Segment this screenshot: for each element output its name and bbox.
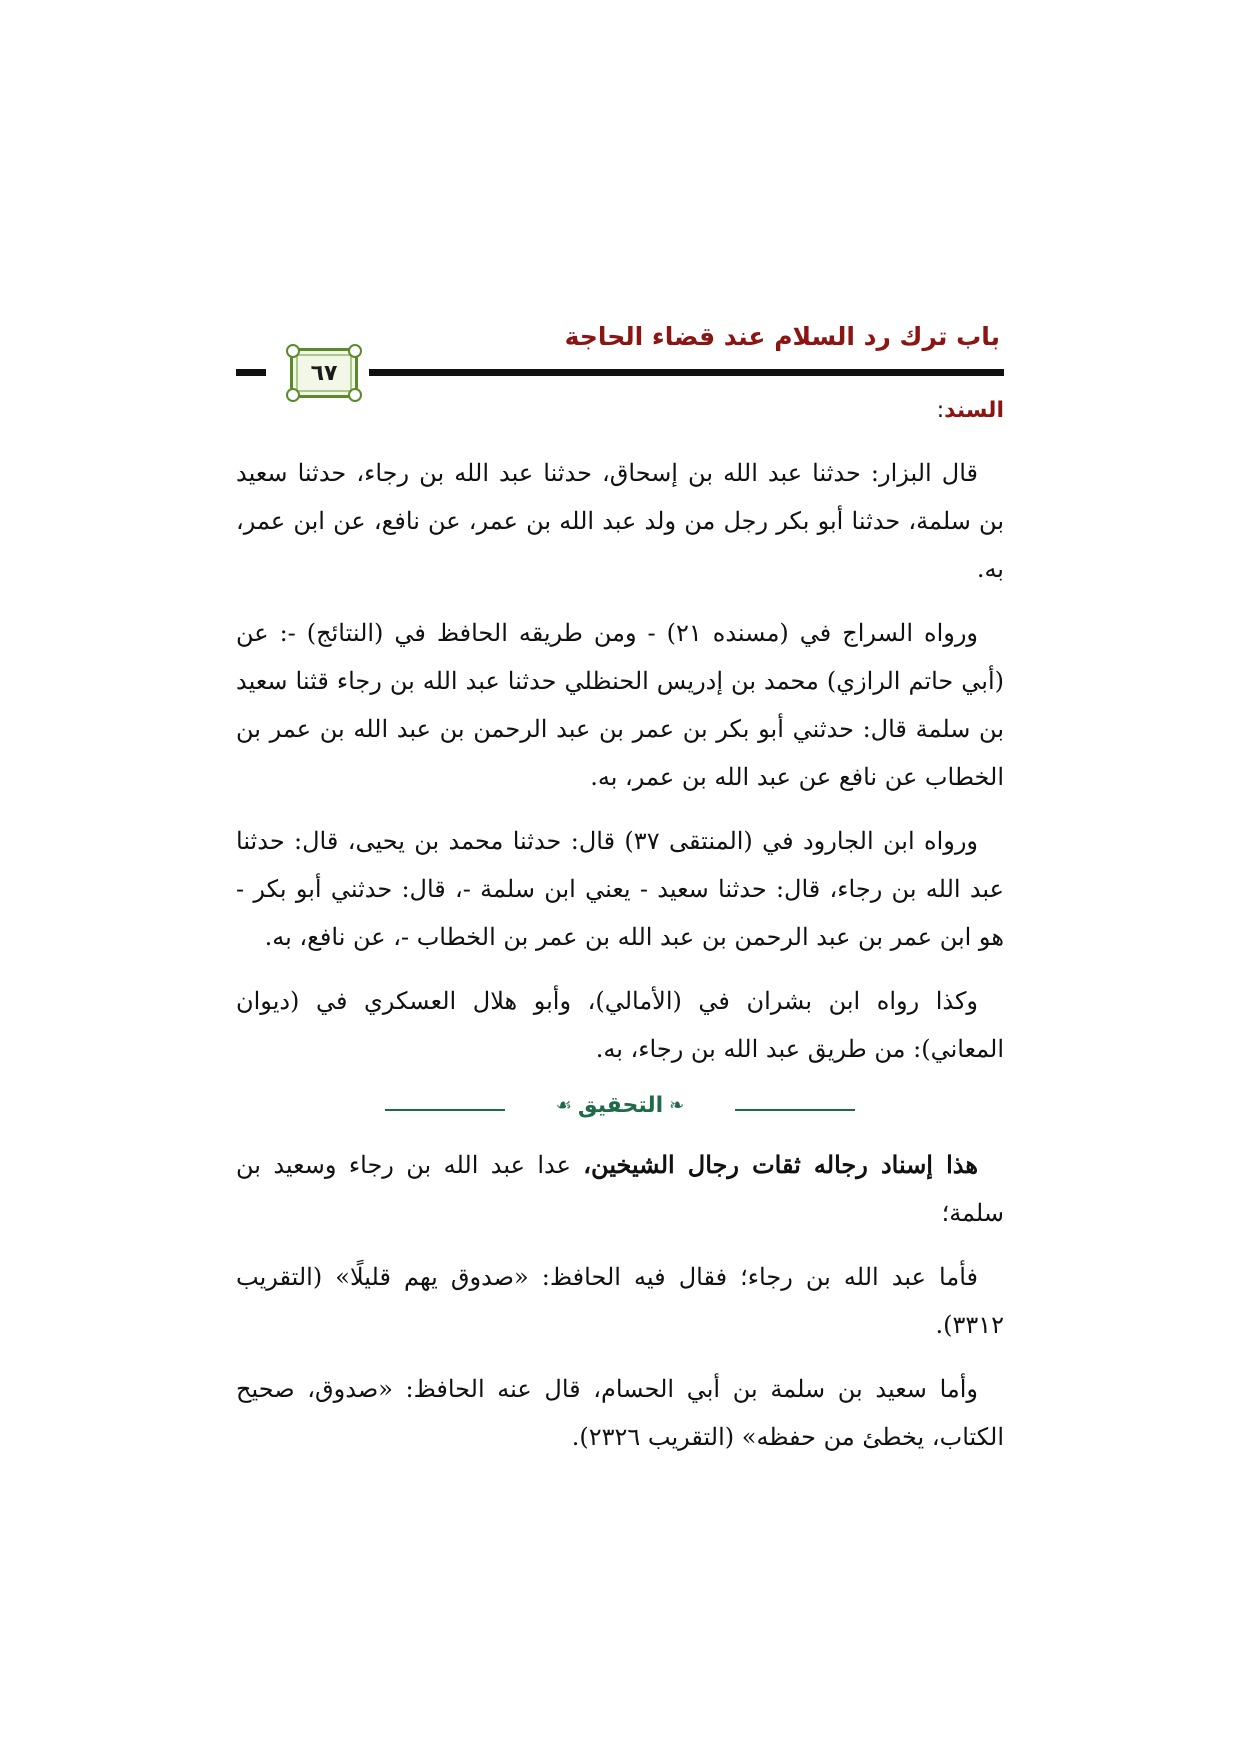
isnad-paragraph-2: ورواه السراج في (مسنده ٢١) - ومن طريقه الحافظ في (النتائج) -: عن (أبي حاتم الرازي) محمد بن إدريس الحنظلي حدثنا عبد الله بن رجاء قثنا سعيد بن سلمة قال: حدثني أبو بكر بن عمر بن عبد الرحمن بن عبد الله بن عمر بن الخطاب عن نافع عن عبد الله بن عمر، به. <box>236 619 1004 791</box>
tahqiq-lead-bold: هذا إسناد رجاله ثقات رجال الشيخين، <box>583 1150 979 1179</box>
header-rule-short <box>236 369 266 376</box>
divider-label: التحقيق <box>577 1092 664 1118</box>
page-number-badge <box>290 348 358 398</box>
page-header <box>236 300 1004 390</box>
header-rule <box>369 369 1004 376</box>
tahqiq-paragraph-3: وأما سعيد بن سلمة بن أبي الحسام، قال عنه الحافظ: «صدوق، صحيح الكتاب، يخطئ من حفظه» (التقريب ٢٣٢٦). <box>236 1375 1004 1451</box>
divider-line <box>735 1109 855 1111</box>
isnad-paragraph-3: ورواه ابن الجارود في (المنتقى ٣٧) قال: حدثنا محمد بن يحيى، قال: حدثنا عبد الله بن رجاء، قال: حدثنا سعيد - يعني ابن سلمة -، قال: حدثني أبو بكر - هو ابن عمر بن عبد الرحمن بن عبد الله بن عمر بن الخطاب -، عن نافع، به. <box>236 827 1004 951</box>
ornament-corner-icon <box>348 344 362 358</box>
chapter-title: باب ترك رد السلام عند قضاء الحاجة <box>564 322 1000 351</box>
book-page <box>236 300 1004 1461</box>
section-heading <box>236 398 1004 423</box>
tahqiq-paragraph-2: فأما عبد الله بن رجاء؛ فقال فيه الحافظ: «صدوق يهم قليلًا» (التقريب ٣٣١٢). <box>236 1263 1004 1339</box>
page-number: ٦٧ <box>310 360 338 386</box>
divider-line <box>385 1109 505 1111</box>
ornament-icon: ☙ <box>555 1094 572 1116</box>
ornament-corner-icon <box>348 388 362 402</box>
section-heading-colon: : <box>936 398 945 423</box>
isnad-paragraph-1: قال البزار: حدثنا عبد الله بن إسحاق، حدثنا عبد الله بن رجاء، حدثنا سعيد بن سلمة، حدثنا أبو بكر رجل من ولد عبد الله بن عمر، عن نافع، عن ابن عمر، به. <box>236 459 1004 583</box>
ornament-corner-icon <box>286 344 300 358</box>
section-divider <box>385 1085 855 1125</box>
tahqiq-paragraph-1 <box>236 1141 1004 1237</box>
tahqiq-lead-rest: عدا عبد الله بن رجاء وسعيد بن سلمة؛ <box>236 1151 1004 1227</box>
section-heading-label: السند <box>944 398 1004 423</box>
ornament-icon: ❧ <box>669 1094 685 1116</box>
isnad-paragraph-4: وكذا رواه ابن بشران في (الأمالي)، وأبو هلال العسكري في (ديوان المعاني): من طريق عبد الله بن رجاء، به. <box>236 987 1004 1063</box>
ornament-corner-icon <box>286 388 300 402</box>
